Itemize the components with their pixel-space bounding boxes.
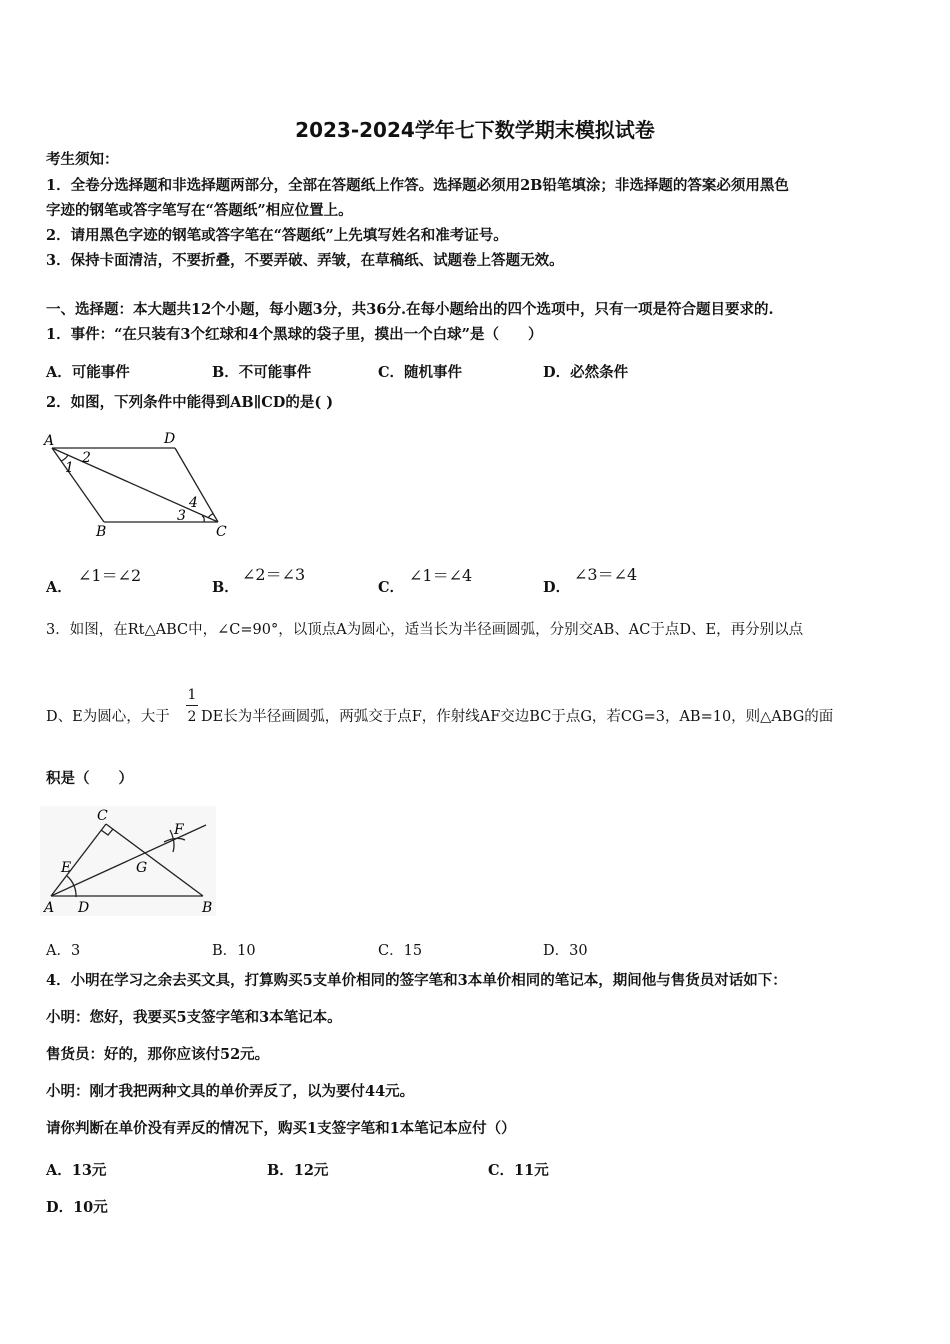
q3-line-2-pre: D、E为圆心，大于 <box>46 709 170 725</box>
q3-label-g: G <box>136 860 148 876</box>
q1-option-c[interactable]: C．随机事件 <box>378 364 463 381</box>
q2-stem: 2．如图，下列条件中能得到AB∥CD的是( ) <box>46 394 334 411</box>
q3-line-1: 3．如图，在Rt△ABC中，∠C=90°，以顶点A为圆心，适当长为半径画圆弧，分别交AB、AC于点D、E，再分别以点 <box>46 622 804 638</box>
q3-option-b[interactable]: B．10 <box>212 943 256 959</box>
q4-option-a[interactable]: A．13元 <box>46 1162 107 1179</box>
q2-option-a-letter: A． <box>46 579 72 596</box>
notice-item-2: 2．请用黑色字迹的钢笔或答字笔在“答题纸”上先填写姓名和准考证号。 <box>46 227 508 244</box>
section-heading: 一、选择题：本大题共12个小题，每小题3分，共36分.在每小题给出的四个选项中，只有一项是符合题目要求的. <box>46 301 774 318</box>
q3-line-3: 积是（ ） <box>46 770 133 787</box>
q4-dialog-3: 小明：刚才我把两种文具的单价弄反了，以为要付44元。 <box>46 1083 415 1100</box>
q3-label-d: D <box>78 900 90 916</box>
notice-heading: 考生须知： <box>46 151 119 168</box>
q4-option-d[interactable]: D．10元 <box>46 1199 108 1216</box>
q2-angle-arc-3 <box>202 516 204 522</box>
q3-fraction-denominator: 2 <box>187 709 197 725</box>
q4-dialog-1: 小明：您好，我要买5支签字笔和3本笔记本。 <box>46 1009 342 1026</box>
q3-option-d[interactable]: D．30 <box>543 943 588 959</box>
q2-option-a[interactable] <box>46 576 72 597</box>
q2-label-3: 3 <box>177 508 186 524</box>
q2-label-d: D <box>164 431 176 447</box>
q2-option-b-expr: ∠2＝∠3 <box>242 565 306 584</box>
q3-label-e: E <box>61 860 72 876</box>
q2-label-b: B <box>96 524 107 540</box>
q3-figure <box>40 806 220 918</box>
q2-option-d[interactable] <box>543 576 570 597</box>
q2-option-c-letter: C． <box>378 579 405 596</box>
notice-item-3: 3．保持卡面清洁，不要折叠，不要弄破、弄皱，在草稿纸、试题卷上答题无效。 <box>46 252 564 269</box>
q2-label-1: 1 <box>65 460 74 476</box>
notice-item-1-line-2: 字迹的钢笔或答字笔写在“答题纸”相应位置上。 <box>46 202 353 219</box>
q4-option-b[interactable]: B．12元 <box>267 1162 329 1179</box>
q1-option-a[interactable]: A．可能事件 <box>46 364 130 381</box>
q2-angle-arc-4 <box>208 514 213 518</box>
q4-option-c[interactable]: C．11元 <box>488 1162 549 1179</box>
q3-line-2-post: DE长为半径画圆弧，两弧交于点F，作射线AF交边BC于点G，若CG=3，AB=10，则△ABG的面 <box>201 709 834 725</box>
notice-item-1-line-1: 1．全卷分选择题和非选择题两部分，全部在答题纸上作答。选择题必须用2B铅笔填涂；非选择题的答案必须用黑色 <box>46 177 789 194</box>
q3-fraction-bar <box>186 705 198 706</box>
q3-option-c[interactable]: C．15 <box>378 943 423 959</box>
q3-label-a: A <box>44 900 55 916</box>
q2-option-c[interactable] <box>378 576 404 597</box>
q1-option-b[interactable]: B．不可能事件 <box>212 364 312 381</box>
q2-option-b-letter: B． <box>212 579 239 596</box>
q2-option-d-expr: ∠3＝∠4 <box>574 565 638 584</box>
q3-option-a[interactable]: A．3 <box>46 943 81 959</box>
q2-option-c-expr: ∠1＝∠4 <box>409 566 473 585</box>
q4-stem: 4．小明在学习之余去买文具，打算购买5支单价相同的签字笔和3本单价相同的笔记本，期间他与售货员对话如下： <box>46 972 787 989</box>
q2-label-4: 4 <box>189 495 198 511</box>
q1-option-d[interactable]: D．必然条件 <box>543 364 629 381</box>
q2-label-2: 2 <box>82 450 91 466</box>
q4-dialog-2: 售货员：好的，那你应该付52元。 <box>46 1046 270 1063</box>
q2-option-b[interactable] <box>212 576 239 597</box>
q4-question: 请你判断在单价没有弄反的情况下，购买1支签字笔和1本笔记本应付（） <box>46 1120 516 1137</box>
q3-label-c: C <box>97 808 108 824</box>
page-title: 2023-2024学年七下数学期末模拟试卷 <box>295 118 655 142</box>
q2-label-c: C <box>216 524 227 540</box>
q3-label-b: B <box>202 900 213 916</box>
q3-fraction-numerator: 1 <box>187 687 197 703</box>
q2-label-a: A <box>44 433 55 449</box>
q3-label-f: F <box>174 822 184 838</box>
q2-option-d-letter: D． <box>543 579 571 596</box>
q1-stem: 1．事件：“在只装有3个红球和4个黑球的袋子里，摸出一个白球”是（ ） <box>46 326 543 343</box>
q2-option-a-expr: ∠1＝∠2 <box>78 566 142 585</box>
q2-figure <box>40 428 240 543</box>
